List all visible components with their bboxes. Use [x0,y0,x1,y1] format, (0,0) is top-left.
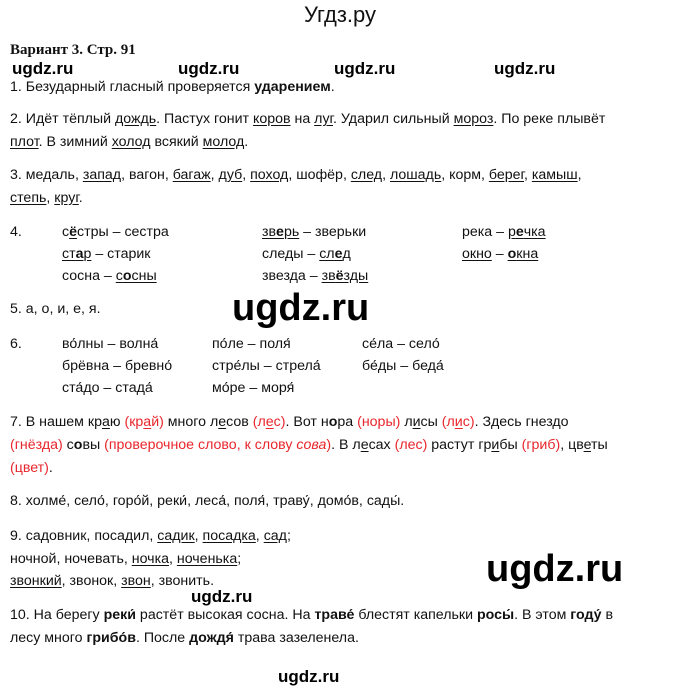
task-2-line-2 [10,134,248,150]
text-run: лесу много [10,630,87,646]
text-run: всякий [150,134,203,150]
text-run: году́ [570,607,602,623]
text-run: а [143,414,152,430]
text-run: 10. На берегу [10,607,104,623]
text-run: сад [263,528,287,544]
text-run: , [210,167,219,183]
text-run: луг [314,111,333,127]
text-run: звонкий [10,573,62,589]
text-run: (кр [124,414,144,430]
task-4-pair: окно – окна [462,246,539,262]
watermark: ugdz.ru [494,59,556,78]
text-run: траве́ [314,607,355,623]
text-run: 9. садовник, посадил, [10,528,158,544]
text-run: посадка [202,528,256,544]
task-4-pair: сёстры – сестра [62,224,169,240]
text-run: л [400,414,413,430]
watermark: ugdz.ru [334,59,396,78]
text-run: . По реке плывёт [493,111,606,127]
text-run: . [78,190,83,206]
text-run: (проверочное слово, к слову [104,437,297,453]
text-run: о [73,437,83,453]
task-6-pair: во́лны – волна́ [62,336,159,352]
text-run: ноченька [176,551,238,567]
text-run: звон [121,573,151,589]
watermark-large: ugdz.ru [486,548,624,590]
task-6-pair: ста́до – стада́ [62,380,153,396]
text-run: след [350,167,383,183]
task-7-line-2 [10,437,608,453]
text-run: , [255,528,264,544]
text-run: степь [10,190,47,206]
text-run: е [218,414,227,430]
text-run: , звонок, [61,573,122,589]
task-10-line-2 [10,630,359,646]
text-run: 7. В нашем кр [10,414,102,430]
watermark-large: ugdz.ru [232,287,370,329]
text-run: . В зимний [38,134,112,150]
text-run: трава зазеленела. [233,630,359,646]
task-6-pair: се́ла – село́ [362,336,440,352]
task-4-pair: сосна – сосны [62,268,157,284]
text-run: росы́ [476,607,515,623]
text-run: растёт высокая сосна. На [135,607,315,623]
text-run: сы [420,414,442,430]
text-run: и [412,414,421,430]
text-run: дождь [115,111,157,127]
text-run: . [48,460,53,476]
text-run: много л [163,414,219,430]
text-run: (л [441,414,455,430]
text-run: сов [226,414,253,430]
task-5: 5. а, о, и, е, я. [10,301,101,317]
task-10-line-1 [10,607,613,623]
text-run: сах [368,437,395,453]
site-header: Угдз.ру [303,2,377,27]
text-run: , [382,167,390,183]
text-run: е [360,437,369,453]
text-run: круг [54,190,79,206]
text-run: , [168,551,177,567]
task-7-line-1 [10,414,569,430]
text-run: ) [326,437,332,453]
text-run: . В л [331,437,361,453]
text-run: коров [252,111,291,127]
text-run: грибо́в [86,630,136,646]
task-6-pair: брёвна – бревно́ [62,358,173,374]
text-run: дуб [218,167,243,183]
text-run: на [290,111,315,127]
text-run: , вагон, [121,167,173,183]
text-run: ты [591,437,608,453]
task-6-number: 6. [10,336,22,352]
text-run: (гнёзда) [10,437,63,453]
text-run: растут гр [427,437,492,453]
watermark: ugdz.ru [12,59,74,78]
text-run: бы [499,437,522,453]
task-6-pair: мо́ре – моря́ [212,380,295,396]
text-run: поход [250,167,289,183]
text-run: (гриб) [521,437,561,453]
text-run: 3. медаль, [10,167,83,183]
task-4-pair: следы – след [262,246,351,262]
text-run: е [265,414,274,430]
text-run: , [46,190,55,206]
text-run: , цв [560,437,584,453]
text-run: . Здесь гнездо [474,414,569,430]
text-run: 2. Идёт тёплый [10,111,115,127]
text-run: с [62,437,74,453]
task-4-number: 4. [10,224,22,240]
text-run: садик [157,528,195,544]
watermark: ugdz.ru [191,587,253,606]
task-8: 8. холме́, село́, горо́й, реки́, леса́, поля́, траву́, домо́в, сады́. [10,493,405,509]
text-run: (норы) [357,414,401,430]
task-9-line-1 [10,528,291,544]
task-6-pair: стре́лы – стрела́ [212,358,321,374]
text-run: ра [337,414,358,430]
text-run: . Ударил сильный [333,111,454,127]
text-run: ; [286,528,291,544]
task-7-line-3 [10,460,53,476]
watermark: ugdz.ru [278,667,340,686]
text-run: берег [488,167,524,183]
text-run: и [491,437,500,453]
text-run: й) [151,414,164,430]
text-run: дождя́ [189,630,234,646]
text-run: (цвет) [10,460,49,476]
task-9-line-3 [10,573,214,589]
text-run: блестят капельки [354,607,477,623]
text-run: , [524,167,532,183]
text-run: , [577,167,582,183]
text-run: багаж [172,167,211,183]
task-4-pair: река – речка [462,224,546,240]
task-4-pair: зверь – зверьки [262,224,367,240]
text-run: . В этом [514,607,571,623]
text-run: , [242,167,251,183]
text-run: , [194,528,203,544]
text-run: , корм, [441,167,489,183]
text-run: , шофёр, [288,167,351,183]
text-run: холод [111,134,151,150]
task-9-line-2 [10,551,241,567]
text-run: (лес) [394,437,428,453]
task-1: 1. Безударный гласный проверяется ударением. [10,79,335,95]
task-3-line-2 [10,190,83,206]
text-run: запад [82,167,122,183]
text-run: вы [82,437,105,453]
text-run: в [601,607,614,623]
watermark: ugdz.ru [178,59,240,78]
text-run: камыш [531,167,578,183]
text-run: (л [252,414,266,430]
text-run: . Пастух гонит [156,111,253,127]
task-4-pair: звезда – звёзды [262,268,369,284]
text-run: с) [273,414,286,430]
task-3-line-1 [10,167,582,183]
text-run: ; [237,551,242,567]
task-2-line-1 [10,111,605,127]
text-run: ночка [131,551,169,567]
text-run: . Вот н [285,414,329,430]
page-title: Вариант 3. Стр. 91 [10,42,136,58]
text-run: е [583,437,591,453]
text-run: а [101,414,110,430]
text-run: о [328,414,338,430]
text-run: с) [462,414,475,430]
text-run: плот [10,134,39,150]
text-run: , звонить. [150,573,215,589]
text-run: . [244,134,249,150]
task-6-pair: по́ле – поля́ [212,336,291,352]
text-run: лошадь [389,167,442,183]
text-run: . После [135,630,190,646]
text-run: ю [109,414,125,430]
text-run: ночной, ночевать, [10,551,132,567]
task-4-pair: стар – старик [62,246,151,262]
text-run: молод [202,134,245,150]
text-run: реки́ [103,607,136,623]
task-6-pair: бе́ды – беда́ [362,358,444,374]
text-run: сова [296,437,327,453]
text-run: и [454,414,463,430]
text-run: мороз [453,111,494,127]
